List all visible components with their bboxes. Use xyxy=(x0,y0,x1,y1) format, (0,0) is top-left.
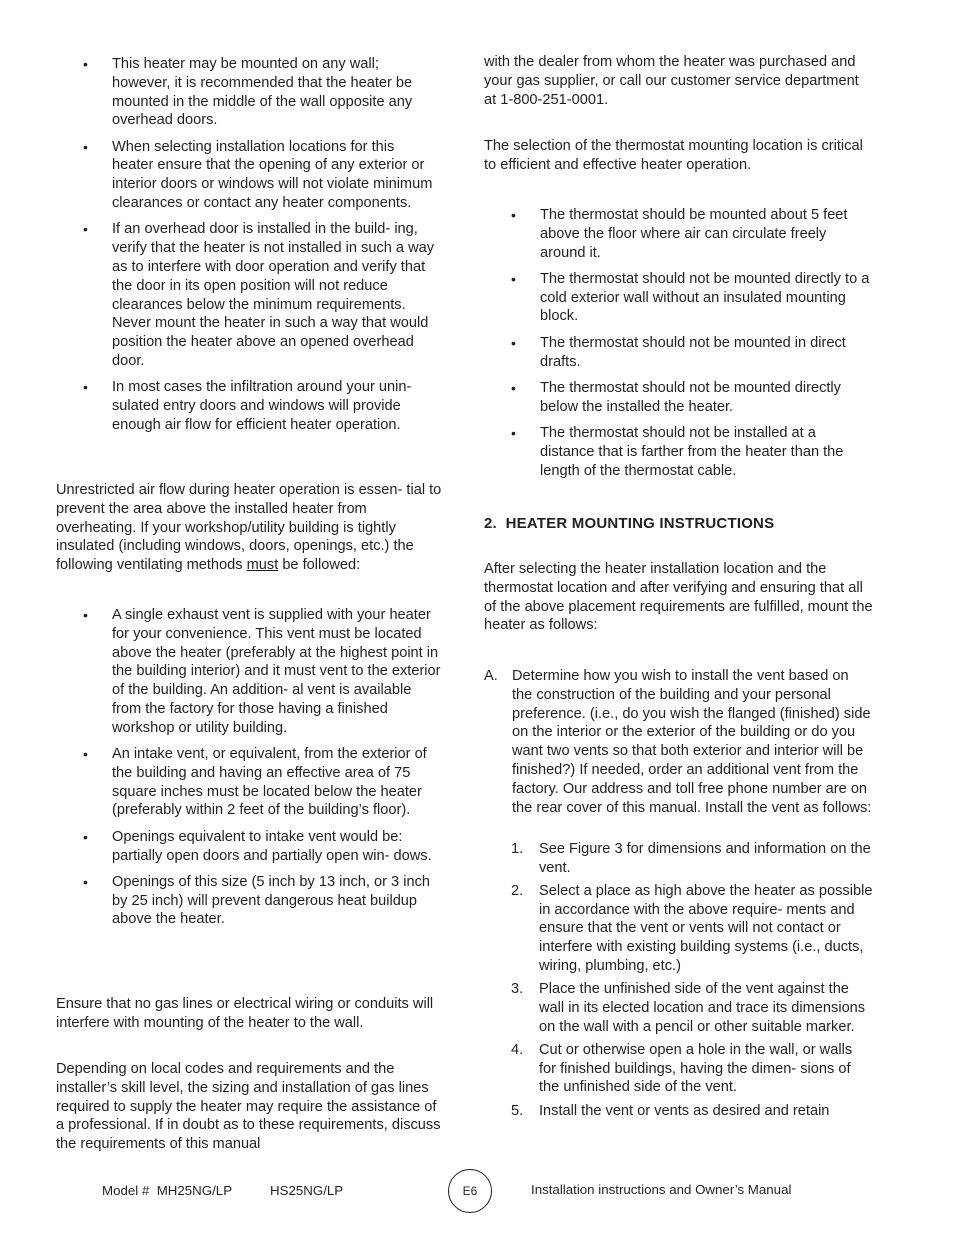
bullet-icon: • xyxy=(83,138,88,155)
step-a-marker: A. xyxy=(484,668,498,684)
thermostat-intro-paragraph: The selection of the thermostat mounting location is critical to efficient and effective heater operation. xyxy=(484,138,863,173)
mounting-intro-paragraph: After selecting the heater installation location and the thermostat location and after verifying and ensuring that all of the above placement requirements are fulfilled, mount the heater as follows: xyxy=(484,561,873,634)
bullet-icon: • xyxy=(511,379,516,396)
list-item: 4. Cut or otherwise open a hole in the wall, or walls for finished buildings, having the dimen- sions of the unfinished side of the vent. xyxy=(511,1041,853,1096)
gas-lines-paragraph: Ensure that no gas lines or electrical wiring or conduits will interfere with mounting of the heater to the wall. xyxy=(56,996,434,1031)
bullet-icon: • xyxy=(83,607,88,623)
list-item: • A single exhaust vent is supplied with your heater for your convenience. This vent must be located above the heater (preferably at the highest point in the building interior) and it must vent to the exterior of the building. An addition- al vent is available from the factory for those having a finished workshop or utility building. xyxy=(83,607,441,736)
list-item: • The thermostat should not be mounted in direct drafts. xyxy=(511,334,846,370)
step-a xyxy=(484,667,874,837)
list-item: • An intake vent, or equivalent, from the exterior of the building and having an effective area of 75 square inches must be located below the heater (preferably within 2 feet of the building’s floor). xyxy=(83,746,427,819)
bullet-icon: • xyxy=(511,334,516,351)
list-item: 1. See Figure 3 for dimensions and information on the vent. xyxy=(511,841,871,876)
bullet-icon: • xyxy=(83,56,88,72)
local-codes-paragraph: Depending on local codes and requirements and the installer’s skill level, the sizing and installation of gas lines required to supply the heater may require the assistance of a professional. If in doubt as to these requirements, discuss the requirements of this manual xyxy=(56,1061,441,1153)
bullet-icon: • xyxy=(83,746,88,763)
thermostat-bullet-list xyxy=(511,206,873,488)
page-number-badge: E6 xyxy=(448,1169,492,1213)
underlined-must: must xyxy=(246,557,279,574)
bullet-icon: • xyxy=(83,379,88,396)
vent-substeps-list xyxy=(511,840,873,1125)
bullet-icon: • xyxy=(511,270,516,287)
list-item: • This heater may be mounted on any wall; however, it is recommended that the heater be mounted in the middle of the wall opposite any overhead doors. xyxy=(83,56,413,129)
list-item: 2. Select a place as high above the heater as possible in accordance with the above require- ments and ensure that the vent or vents will not contact or interfere with existing building systems (i.e., ducts, wiring, plumbing, etc.) xyxy=(511,882,873,975)
list-item: • If an overhead door is installed in the build- ing, verify that the heater is not installed in such a way as to interfere with door operation and verify that the door in its open position will not reduce clearances below the minimum requirements. Never mount the heater in such a way that would position the heater above an opened overhead door. xyxy=(83,221,435,369)
continuation-paragraph: with the dealer from whom the heater was purchased and your gas supplier, or call our customer service department at 1-800-251-0001. xyxy=(484,54,859,108)
list-item: • Openings of this size (5 inch by 13 inch, or 3 inch by 25 inch) will prevent dangerous heat buildup above the heater. xyxy=(83,873,430,928)
section-heading: 2. HEATER MOUNTING INSTRUCTIONS xyxy=(484,515,775,532)
bullet-icon: • xyxy=(83,828,88,845)
footer-manual-title: Installation instructions and Owner’s Manual xyxy=(531,1182,792,1197)
list-item: • Openings equivalent to intake vent would be: partially open doors and partially open win- dows. xyxy=(83,828,432,864)
list-item: • The thermostat should not be mounted directly to a cold exterior wall without an insulated mounting block. xyxy=(511,270,870,325)
list-item: • The thermostat should not be installed at a distance that is farther from the heater than the length of the thermostat cable. xyxy=(511,424,844,479)
list-item: • The thermostat should be mounted about 5 feet above the floor where air can circulate freely around it. xyxy=(511,207,848,261)
bullet-icon: • xyxy=(83,221,88,238)
list-item: 3. Place the unfinished side of the vent against the wall in its elected location and trace its dimensions on the wall with a pencil or other suitable marker. xyxy=(511,981,866,1035)
airflow-paragraph: Unrestricted air flow during heater operation is essen- tial to prevent the area above the installed heater from overheating. If your workshop/utility building is tightly insulated (including windows, doors, openings, etc.) the following ventilating methods must be followed: xyxy=(56,482,442,574)
list-item: • In most cases the infiltration around your unin- sulated entry doors and windows will provide enough air flow for efficient heater operation. xyxy=(83,379,412,433)
placement-bullet-list xyxy=(83,55,439,442)
ventilation-bullet-list xyxy=(83,606,441,937)
bullet-icon: • xyxy=(511,207,516,223)
bullet-icon: • xyxy=(511,424,516,441)
step-a-text: Determine how you wish to install the vent based on the construction of the building and your personal preference. (i.e., do you wish the flanged (finished) side on the interior or the exterior of the building or do you want two vents so that both exterior and interior will be finished?) If needed, order an additional vent from the factory. Our address and toll free phone number are on the rear cover of this manual. Install the vent as follows: xyxy=(512,668,872,816)
list-item: • When selecting installation locations for this heater ensure that the opening of any exterior or interior doors or windows will not violate minimum clearances or contact any heater components. xyxy=(83,138,433,212)
footer-model-alt: HS25NG/LP xyxy=(270,1183,344,1198)
bullet-icon: • xyxy=(83,873,88,890)
list-item: 5. Install the vent or vents as desired and retain xyxy=(511,1102,830,1119)
list-item: • The thermostat should not be mounted directly below the installed the heater. xyxy=(511,379,841,415)
footer-model-number: Model # MH25NG/LP xyxy=(102,1183,233,1198)
